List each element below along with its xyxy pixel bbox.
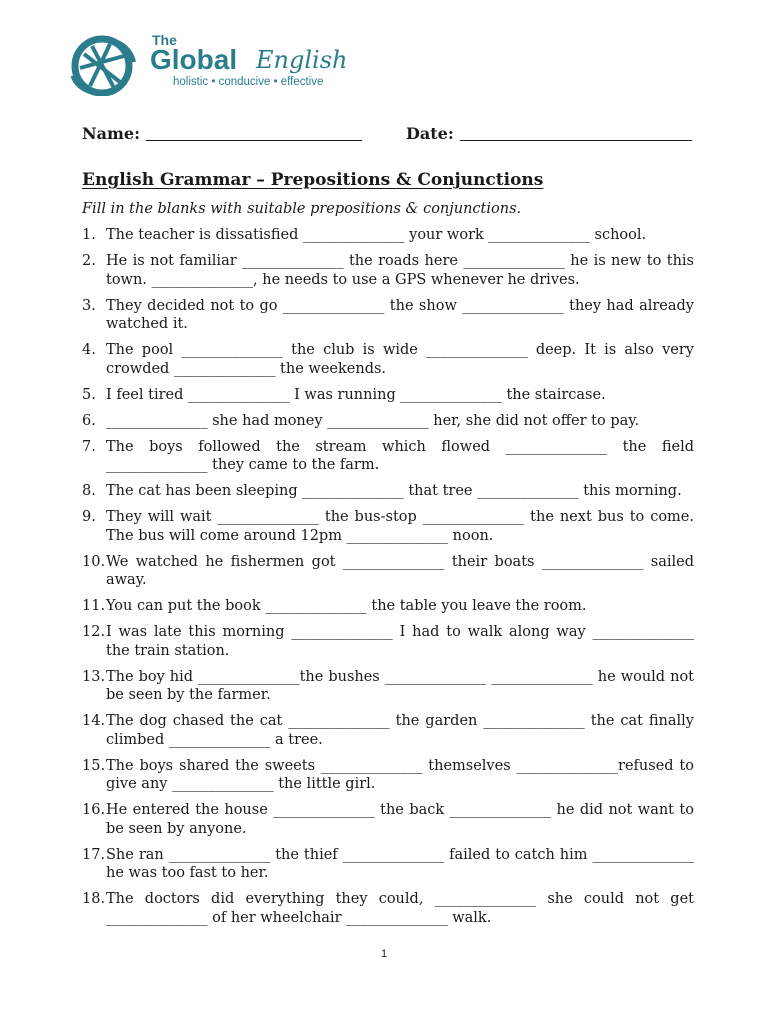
question-number: 7. <box>82 438 96 455</box>
name-blank-line[interactable] <box>146 124 362 141</box>
question-text: The boy hid ______________the bushes ______________ ______________ he would not be seen by the farmer. <box>106 668 694 703</box>
question-item <box>82 412 694 431</box>
question-item <box>82 386 694 405</box>
question-item <box>82 668 694 705</box>
question-text: The doctors did everything they could, ______________ she could not get ______________ of her wheelchair ______________ walk. <box>106 891 694 926</box>
question-text: He entered the house ______________ the back ______________ he did not want to be seen by anyone. <box>106 802 694 837</box>
question-text: I feel tired ______________ I was running ______________ the staircase. <box>106 386 606 403</box>
question-text: They decided not to go ______________ the show ______________ they had already watched it. <box>106 297 694 332</box>
question-number: 9. <box>82 509 96 525</box>
question-text: The teacher is dissatisfied ______________ your work ______________ school. <box>106 227 647 243</box>
question-text: He is not familiar ______________ the roads here ______________ he is new to this town. ______________, he needs to use a GPS whenever he drives. <box>106 253 694 288</box>
question-number: 14. <box>82 713 106 729</box>
date-label: Date: <box>406 124 454 143</box>
question-item <box>82 226 694 245</box>
question-item <box>82 801 694 838</box>
question-item <box>82 482 694 501</box>
question-item <box>82 341 694 378</box>
name-field <box>82 124 362 143</box>
page-number: 1 <box>380 948 388 960</box>
name-label: Name: <box>82 124 141 143</box>
question-item <box>82 508 694 545</box>
question-number: 13. <box>82 668 106 685</box>
question-item <box>82 623 694 660</box>
question-text: She ran ______________ the thief ______________ failed to catch him ______________ he was too fast to her. <box>106 846 694 881</box>
question-text: The cat has been sleeping ______________ that tree ______________ this morning. <box>106 483 682 499</box>
logo-global-text: Global <box>150 44 238 75</box>
question-number: 15. <box>82 757 106 774</box>
question-number: 8. <box>82 483 96 499</box>
question-text: We watched he fishermen got ______________ their boats ______________ sailed away. <box>106 553 694 588</box>
question-item <box>82 297 694 334</box>
logo-the-text: The <box>152 32 177 48</box>
question-number: 18. <box>82 891 106 907</box>
instructions: Fill in the blanks with suitable prepositions & conjunctions. <box>82 201 522 217</box>
question-number: 11. <box>82 598 106 614</box>
question-item <box>82 597 694 616</box>
worksheet-title: English Grammar – Prepositions & Conjunctions <box>82 170 544 190</box>
global-english-logo <box>70 28 370 98</box>
date-blank-line[interactable] <box>460 124 692 141</box>
question-number: 16. <box>82 802 106 818</box>
question-text: The dog chased the cat ______________ the garden ______________ the cat finally climbed ______________ a tree. <box>106 713 694 748</box>
question-text: The pool ______________ the club is wide ______________ deep. It is also very crowded ______________ the weekends. <box>106 342 694 377</box>
question-number: 10. <box>82 553 106 570</box>
question-item <box>82 712 694 749</box>
logo-english-text: English <box>256 46 348 74</box>
question-item <box>82 757 694 794</box>
date-field <box>406 124 692 143</box>
question-text: The boys shared the sweets ______________ themselves ______________refused to give any ______________ the little girl. <box>106 757 694 792</box>
question-number: 5. <box>82 386 96 403</box>
logo-tagline: holistic • conducive • effective <box>173 76 324 88</box>
question-number: 3. <box>82 297 96 314</box>
question-text: They will wait ______________ the bus-stop ______________ the next bus to come. The bus will come around 12pm ______________ noon. <box>106 509 694 544</box>
question-item <box>82 846 694 883</box>
question-item <box>82 553 694 590</box>
question-number: 2. <box>82 253 96 269</box>
question-text: ______________ she had money ______________ her, she did not offer to pay. <box>106 412 640 429</box>
question-item <box>82 252 694 289</box>
question-number: 17. <box>82 846 106 863</box>
question-text: The boys followed the stream which flowed ______________ the field ______________ they came to the farm. <box>106 438 694 473</box>
question-item <box>82 890 694 927</box>
question-number: 1. <box>82 227 96 243</box>
question-number: 4. <box>82 342 96 358</box>
globe-icon <box>70 32 140 96</box>
question-number: 6. <box>82 412 96 429</box>
question-list <box>82 226 694 935</box>
question-text: I was late this morning ______________ I had to walk along way ______________ the train station. <box>106 624 694 659</box>
question-number: 12. <box>82 624 106 640</box>
question-item <box>82 438 694 475</box>
question-text: You can put the book ______________ the table you leave the room. <box>106 598 587 614</box>
